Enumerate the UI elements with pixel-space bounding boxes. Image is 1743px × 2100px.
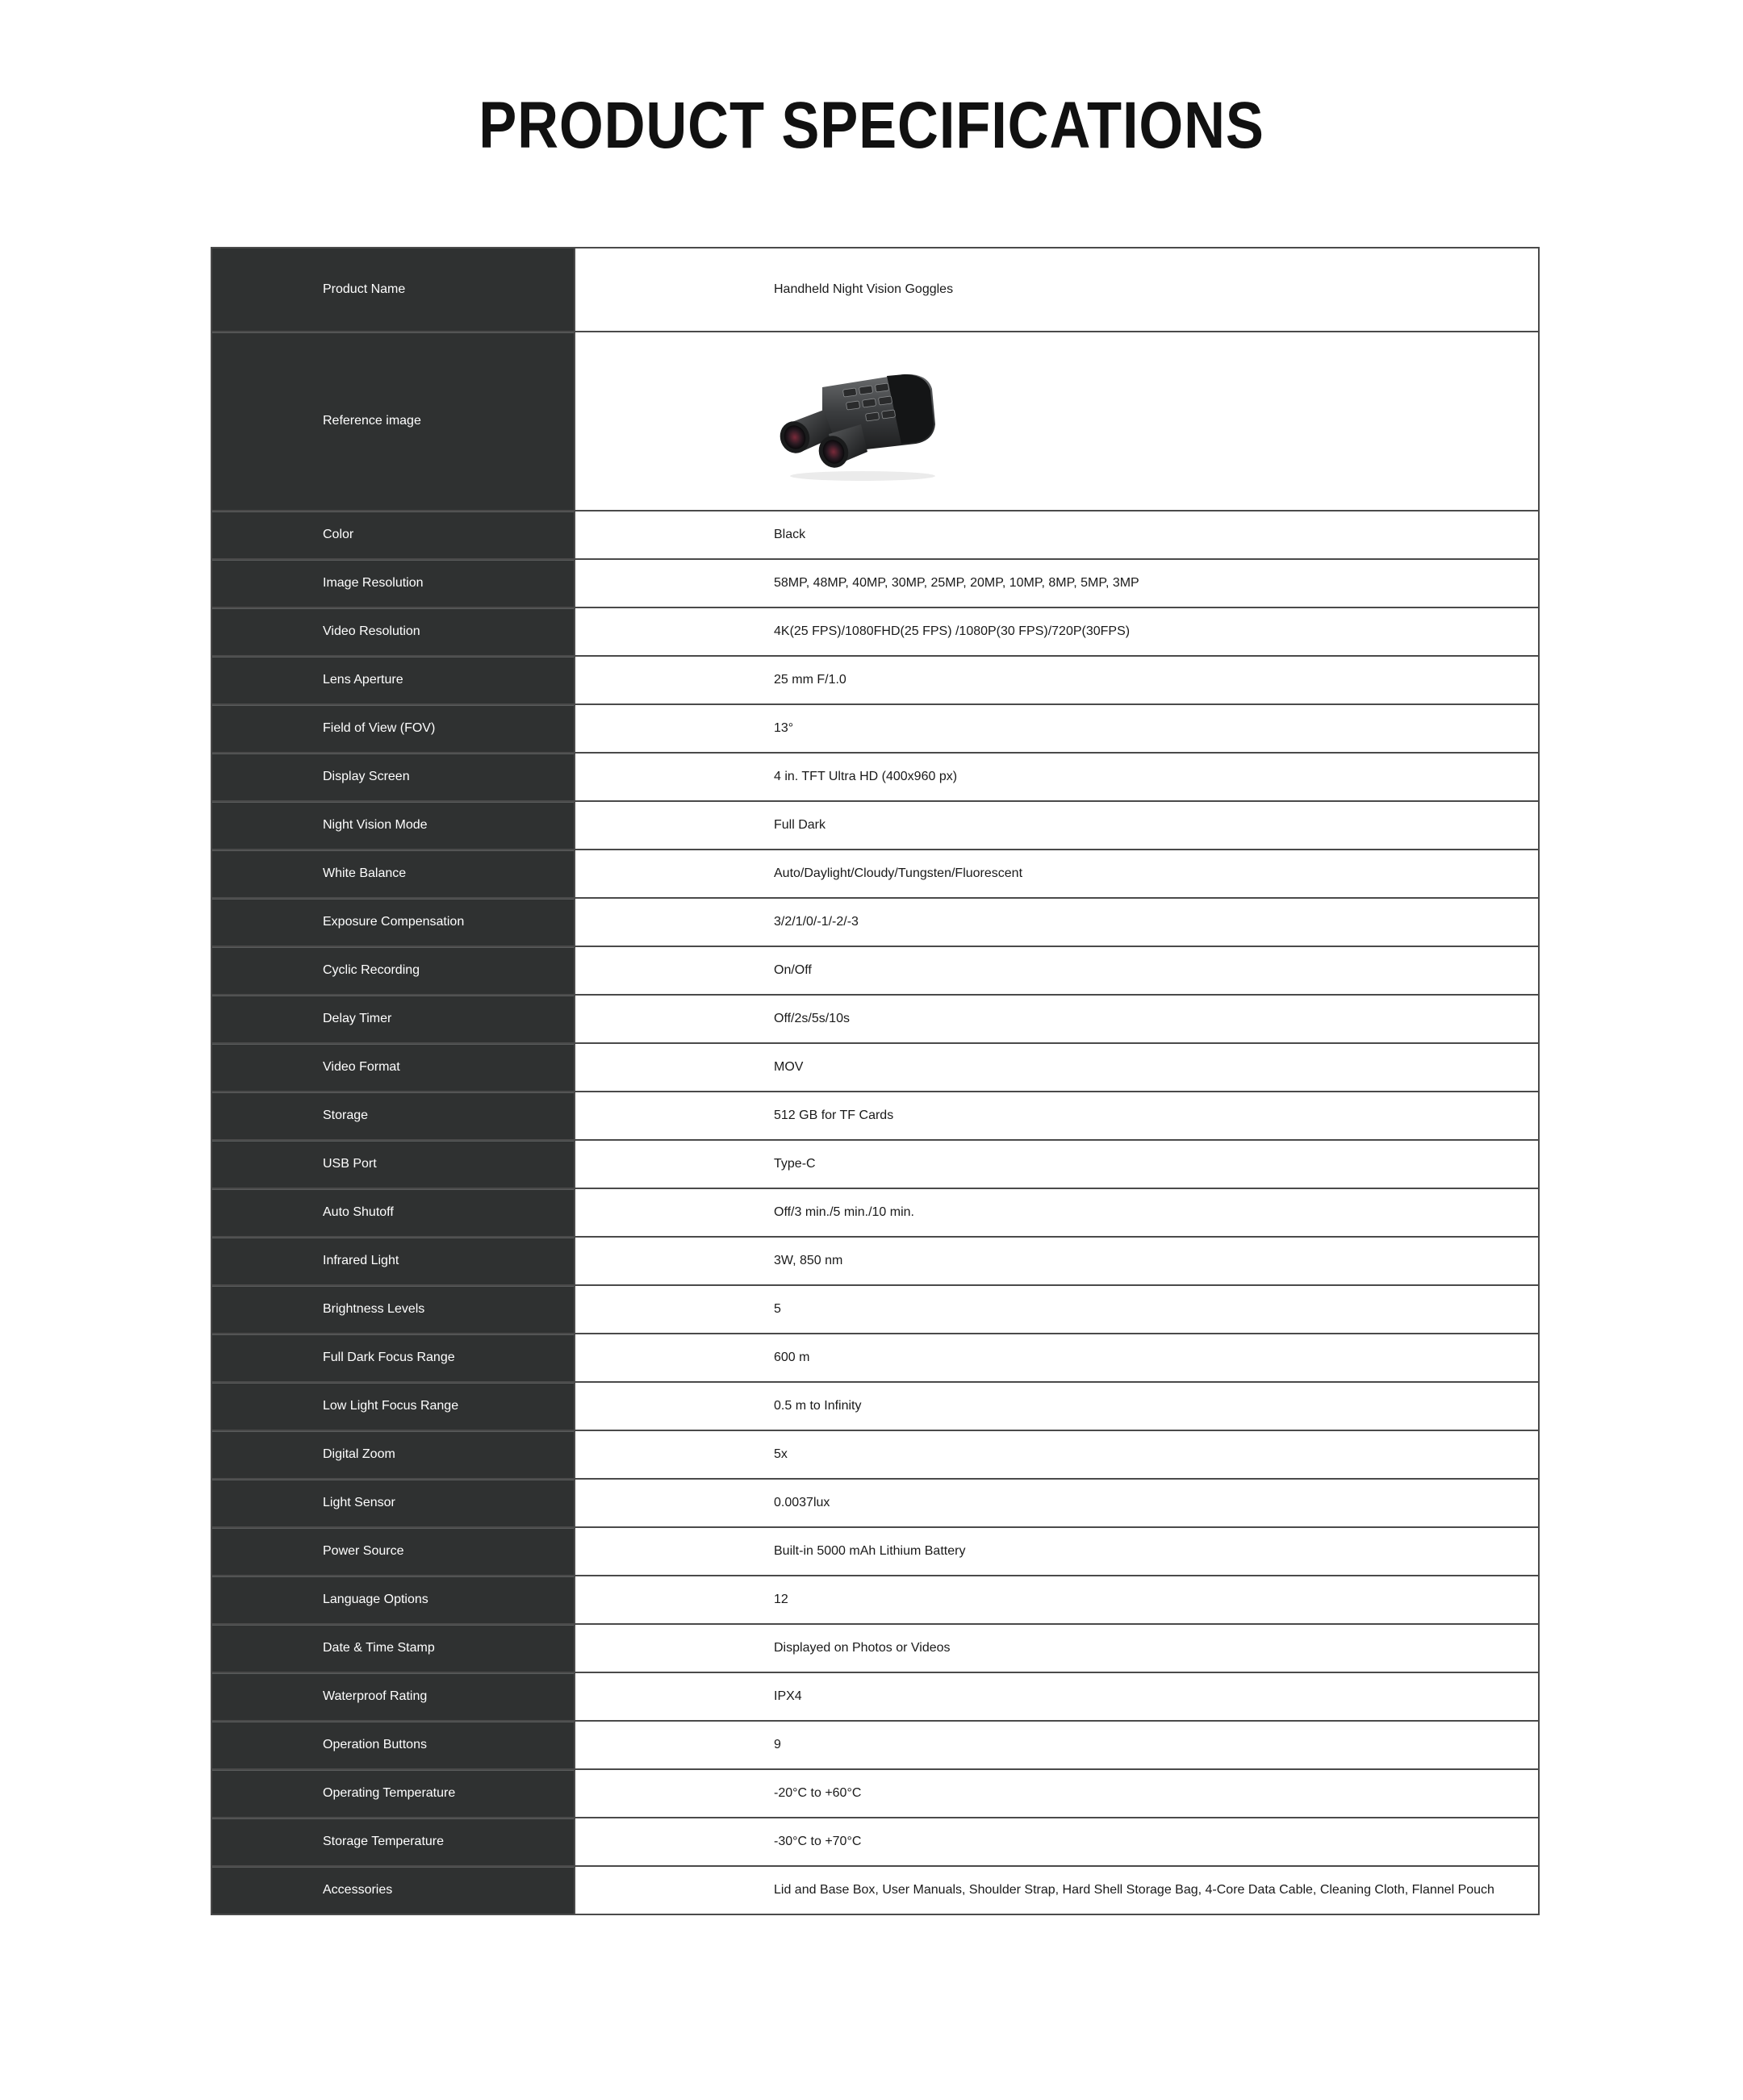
- spec-value: Built-in 5000 mAh Lithium Battery: [575, 1528, 1538, 1575]
- spec-value: 5x: [575, 1431, 1538, 1478]
- spec-label: USB Port: [212, 1141, 575, 1188]
- spec-label: Lens Aperture: [212, 657, 575, 703]
- spec-value: MOV: [575, 1044, 1538, 1091]
- spec-label: Reference image: [212, 332, 575, 510]
- spec-row-usb-port: [212, 1139, 1538, 1188]
- spec-label: White Balance: [212, 850, 575, 897]
- spec-row-infrared-light: [212, 1236, 1538, 1284]
- spec-value: Type-C: [575, 1141, 1538, 1188]
- spec-value: 0.0037lux: [575, 1480, 1538, 1526]
- spec-value: 58MP, 48MP, 40MP, 30MP, 25MP, 20MP, 10MP, 8MP, 5MP, 3MP: [575, 560, 1538, 607]
- spec-value: Auto/Daylight/Cloudy/Tungsten/Fluorescent: [575, 850, 1538, 897]
- spec-row-white-balance: [212, 849, 1538, 897]
- spec-label: Field of View (FOV): [212, 705, 575, 752]
- spec-label: Low Light Focus Range: [212, 1383, 575, 1430]
- spec-row-operation-buttons: [212, 1720, 1538, 1768]
- spec-value: Full Dark: [575, 802, 1538, 849]
- spec-value: 4K(25 FPS)/1080FHD(25 FPS) /1080P(30 FPS)/720P(30FPS): [575, 608, 1538, 655]
- spec-row-storage: [212, 1091, 1538, 1139]
- spec-label: Language Options: [212, 1576, 575, 1623]
- spec-value: 512 GB for TF Cards: [575, 1092, 1538, 1139]
- spec-row-low-light-focus-range: [212, 1381, 1538, 1430]
- spec-row-video-format: [212, 1042, 1538, 1091]
- spec-value-image: [575, 332, 1538, 510]
- spec-value: On/Off: [575, 947, 1538, 994]
- spec-value: 5: [575, 1286, 1538, 1333]
- spec-label: Display Screen: [212, 754, 575, 800]
- spec-label: Accessories: [212, 1867, 575, 1914]
- spec-row-night-vision-mode: [212, 800, 1538, 849]
- spec-label: Full Dark Focus Range: [212, 1334, 575, 1381]
- spec-label: Operation Buttons: [212, 1722, 575, 1768]
- spec-row-auto-shutoff: [212, 1188, 1538, 1236]
- spec-row-lens-aperture: [212, 655, 1538, 703]
- spec-value: Lid and Base Box, User Manuals, Shoulder Strap, Hard Shell Storage Bag, 4-Core Data Cable, Cleaning Cloth, Flannel Pouch: [575, 1867, 1538, 1914]
- spec-label: Operating Temperature: [212, 1770, 575, 1817]
- spec-row-image-resolution: [212, 558, 1538, 607]
- spec-label: Storage: [212, 1092, 575, 1139]
- spec-value: Displayed on Photos or Videos: [575, 1625, 1538, 1672]
- night-vision-binoculars-icon: [766, 357, 943, 486]
- spec-label: Delay Timer: [212, 996, 575, 1042]
- spec-value: Handheld Night Vision Goggles: [575, 248, 1538, 331]
- page-title: PRODUCT SPECIFICATIONS: [479, 89, 1264, 162]
- spec-row-date-time-stamp: [212, 1623, 1538, 1672]
- spec-value: -30°C to +70°C: [575, 1818, 1538, 1865]
- spec-value: 3W, 850 nm: [575, 1238, 1538, 1284]
- spec-row-waterproof-rating: [212, 1672, 1538, 1720]
- spec-label: Color: [212, 511, 575, 558]
- spec-value: 12: [575, 1576, 1538, 1623]
- spec-row-light-sensor: [212, 1478, 1538, 1526]
- spec-value: IPX4: [575, 1673, 1538, 1720]
- spec-label: Night Vision Mode: [212, 802, 575, 849]
- spec-row-full-dark-focus-range: [212, 1333, 1538, 1381]
- spec-label: Exposure Compensation: [212, 899, 575, 946]
- spec-value: 25 mm F/1.0: [575, 657, 1538, 703]
- spec-value: -20°C to +60°C: [575, 1770, 1538, 1817]
- spec-row-color: [212, 510, 1538, 558]
- spec-value: 600 m: [575, 1334, 1538, 1381]
- spec-row-digital-zoom: [212, 1430, 1538, 1478]
- spec-label: Storage Temperature: [212, 1818, 575, 1865]
- spec-row-accessories: [212, 1865, 1538, 1914]
- spec-row-reference-image: [212, 331, 1538, 510]
- spec-row-field-of-view: [212, 703, 1538, 752]
- spec-label: Infrared Light: [212, 1238, 575, 1284]
- spec-label: Brightness Levels: [212, 1286, 575, 1333]
- spec-value: 9: [575, 1722, 1538, 1768]
- spec-table: [211, 247, 1540, 1915]
- spec-label: Video Resolution: [212, 608, 575, 655]
- spec-label: Light Sensor: [212, 1480, 575, 1526]
- spec-value: Off/3 min./5 min./10 min.: [575, 1189, 1538, 1236]
- spec-label: Waterproof Rating: [212, 1673, 575, 1720]
- spec-row-brightness-levels: [212, 1284, 1538, 1333]
- spec-label: Digital Zoom: [212, 1431, 575, 1478]
- spec-value: 0.5 m to Infinity: [575, 1383, 1538, 1430]
- spec-row-cyclic-recording: [212, 946, 1538, 994]
- spec-row-power-source: [212, 1526, 1538, 1575]
- spec-label: Cyclic Recording: [212, 947, 575, 994]
- spec-value: Black: [575, 511, 1538, 558]
- spec-label: Auto Shutoff: [212, 1189, 575, 1236]
- spec-label: Date & Time Stamp: [212, 1625, 575, 1672]
- spec-label: Image Resolution: [212, 560, 575, 607]
- spec-label: Video Format: [212, 1044, 575, 1091]
- spec-row-delay-timer: [212, 994, 1538, 1042]
- spec-row-product-name: [212, 248, 1538, 331]
- spec-row-display-screen: [212, 752, 1538, 800]
- spec-row-storage-temperature: [212, 1817, 1538, 1865]
- spec-label: Power Source: [212, 1528, 575, 1575]
- spec-row-exposure-compensation: [212, 897, 1538, 946]
- spec-value: Off/2s/5s/10s: [575, 996, 1538, 1042]
- spec-label: Product Name: [212, 248, 575, 331]
- spec-row-video-resolution: [212, 607, 1538, 655]
- spec-row-language-options: [212, 1575, 1538, 1623]
- spec-row-operating-temperature: [212, 1768, 1538, 1817]
- spec-value: 13°: [575, 705, 1538, 752]
- spec-value: 4 in. TFT Ultra HD (400x960 px): [575, 754, 1538, 800]
- spec-value: 3/2/1/0/-1/-2/-3: [575, 899, 1538, 946]
